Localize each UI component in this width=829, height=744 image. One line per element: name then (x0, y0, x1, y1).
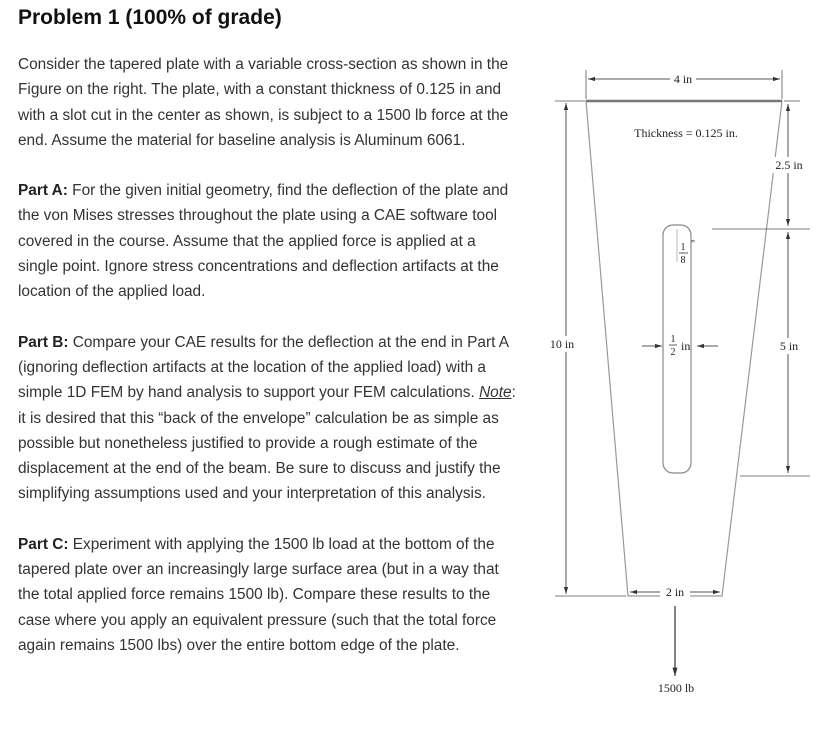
top-width-label: 4 in (673, 72, 693, 86)
top-section-label: 2.5 in (775, 158, 803, 172)
slot-width-denominator: 8 (680, 255, 686, 266)
part-b-text-1: Compare your CAE results for the deflection at the end in Part A (ignoring deflection artifacts at the location of the applied load) with a simple 1D FEM by hand analysis to support your FEM calculations. (18, 333, 509, 402)
half-inch-unit: in (681, 339, 691, 353)
intro-paragraph: Consider the tapered plate with a variable cross-section as shown in the Figure on the right. The plate, with a constant thickness of 0.125 in and with a slot cut in the center as shown, is subject to a 1500 lb force at the end. Assume the material for baseline analysis is Aluminum 6061. (18, 56, 509, 149)
part-c-text: Experiment with applying the 1500 lb load at the bottom of the tapered plate over an increasingly large surface area (but in a way that the total applied force remains 1500 lb). Compare these results to the case where you apply an equivalent pressure (such that the total force again remains 1500 lbs) over the entire bottom edge of the plate. (18, 535, 499, 654)
slot-length-label: 5 in (779, 339, 799, 353)
part-b-note: Note (479, 384, 512, 402)
tapered-plate-figure (540, 60, 829, 710)
height-label: 10 in (549, 337, 575, 351)
part-c-paragraph (18, 532, 518, 658)
part-a-paragraph (18, 178, 518, 304)
part-a-label: Part A: (18, 182, 68, 200)
half-inch-denominator: 2 (670, 347, 676, 358)
part-b-paragraph (18, 330, 518, 507)
thickness-label: Thickness = 0.125 in. (634, 126, 738, 140)
problem-text (18, 52, 518, 683)
part-c-label: Part C: (18, 535, 69, 553)
slot-width-numerator: 1 (680, 242, 686, 253)
problem-title: Problem 1 (100% of grade) (18, 6, 282, 29)
part-b-label: Part B: (18, 333, 69, 351)
half-inch-numerator: 1 (670, 334, 676, 345)
bottom-width-label: 2 in (665, 585, 685, 599)
force-label: 1500 lb (657, 681, 695, 695)
part-a-text: For the given initial geometry, find the deflection of the plate and the von Mises stresses throughout the plate using a CAE software tool covered in the course. Assume that the applied force is applied at a single point. Ignore stress concentrations and deflection artifacts at the location of the applied load. (18, 182, 509, 301)
part-b-text-2: : it is desired that this “back of the envelope” calculation be as simple as possible but nonetheless justified to provide a rough estimate of the displacement at the end of the beam. Be sure to discuss and justify the simplifying assumptions used and your interpretation of this analysis. (18, 384, 516, 503)
slot-width-unit: " (691, 239, 696, 250)
